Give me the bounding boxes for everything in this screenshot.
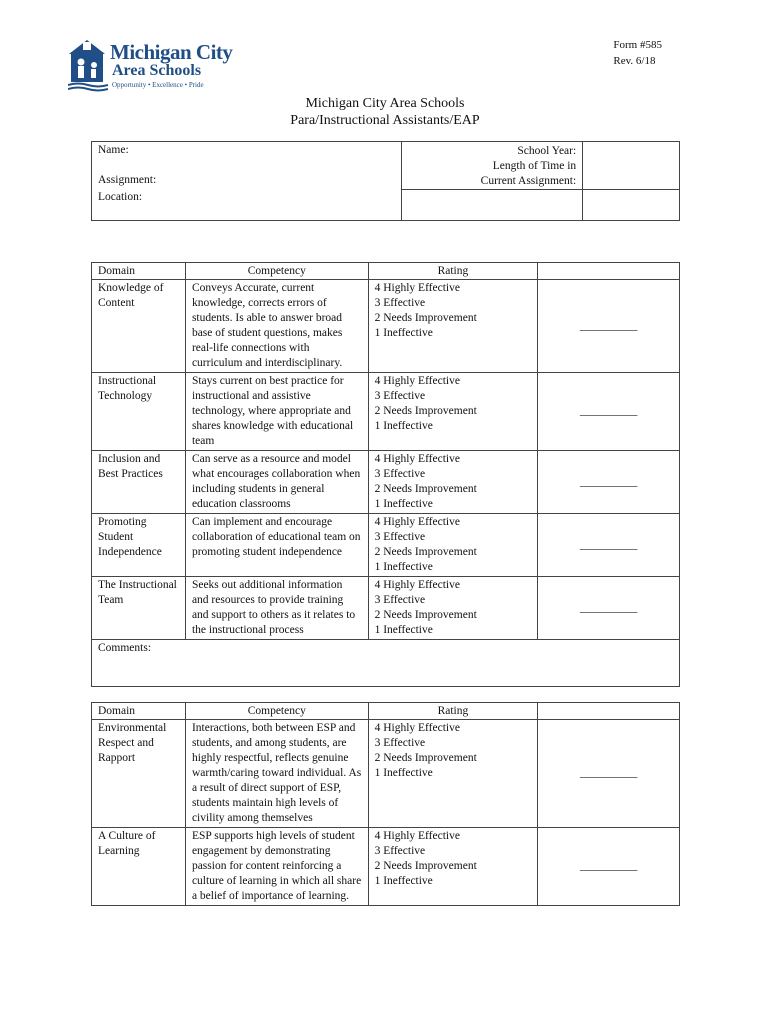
form-number: Form #585 — [613, 39, 662, 51]
rating-options[interactable]: 4 Highly Effective 3 Effective 2 Needs Improvement 1 Ineffective — [368, 828, 538, 906]
table-row — [92, 451, 680, 514]
rating-blank[interactable]: __________ — [538, 451, 680, 514]
competency-cell: Can implement and encourage collaboration of educational team on promoting student independence — [185, 514, 368, 577]
table-row — [92, 514, 680, 577]
score-header — [538, 263, 680, 280]
logo-line-2: Area Schools — [112, 62, 202, 79]
table-row — [92, 373, 680, 451]
district-logo — [68, 38, 238, 94]
domain-cell: Inclusion and Best Practices — [92, 451, 186, 514]
rating-blank[interactable]: __________ — [538, 373, 680, 451]
domain-cell: Knowledge of Content — [92, 280, 186, 373]
rating-blank[interactable]: __________ — [538, 514, 680, 577]
competency-cell: ESP supports high levels of student engagement by demonstrating passion for content reinforcing a culture of learning in which all share a belief of importance of learning. — [185, 828, 368, 906]
table-row — [92, 577, 680, 640]
rating-options[interactable]: 4 Highly Effective 3 Effective 2 Needs Improvement 1 Ineffective — [368, 451, 538, 514]
revision-date: Rev. 6/18 — [613, 55, 656, 67]
competency-table-2 — [91, 702, 680, 906]
location-field[interactable] — [92, 189, 402, 220]
logo-line-1: Michigan City — [110, 40, 233, 64]
length-field[interactable] — [583, 189, 680, 220]
school-house-icon — [68, 38, 108, 94]
rating-blank[interactable]: __________ — [538, 828, 680, 906]
table-row — [92, 280, 680, 373]
form-number-block — [613, 37, 662, 69]
rating-header: Rating — [368, 703, 538, 720]
rating-blank[interactable]: __________ — [538, 280, 680, 373]
page-title — [0, 95, 770, 129]
rating-options[interactable]: 4 Highly Effective 3 Effective 2 Needs Improvement 1 Ineffective — [368, 577, 538, 640]
domain-cell: Promoting Student Independence — [92, 514, 186, 577]
rating-options[interactable]: 4 Highly Effective 3 Effective 2 Needs Improvement 1 Ineffective — [368, 280, 538, 373]
name-field[interactable] — [92, 142, 402, 190]
table-row — [92, 720, 680, 828]
domain-cell: Instructional Technology — [92, 373, 186, 451]
domain-header: Domain — [92, 263, 186, 280]
domain-header: Domain — [92, 703, 186, 720]
rating-options[interactable]: 4 Highly Effective 3 Effective 2 Needs Improvement 1 Ineffective — [368, 514, 538, 577]
table-row — [92, 828, 680, 906]
location-blank — [402, 189, 583, 220]
competency-table-1 — [91, 262, 680, 687]
year-length-labels — [402, 142, 583, 190]
title-line-2: Para/Instructional Assistants/EAP — [290, 113, 480, 128]
school-year-label: School Year: — [517, 144, 577, 157]
assignment-label: Assignment: — [98, 174, 157, 186]
rating-blank[interactable]: __________ — [538, 577, 680, 640]
comments-field[interactable] — [92, 640, 680, 687]
rating-options[interactable]: 4 Highly Effective 3 Effective 2 Needs Improvement 1 Ineffective — [368, 720, 538, 828]
competency-cell: Seeks out additional information and resources to provide training and support to others as it relates to the instructional process — [185, 577, 368, 640]
name-label: Name: — [98, 144, 129, 156]
domain-cell: A Culture of Learning — [92, 828, 186, 906]
location-label: Location: — [98, 191, 143, 203]
school-year-field[interactable] — [583, 142, 680, 190]
competency-cell: Stays current on best practice for instructional and assistive technology, where appropriate and shares knowledge with educational team — [185, 373, 368, 451]
comments-label: Comments: — [98, 642, 152, 654]
comments-row — [92, 640, 680, 687]
length-label-1: Length of Time in — [492, 159, 577, 172]
score-header — [538, 703, 680, 720]
competency-cell: Interactions, both between ESP and students, and among students, are highly respectful, reflects genuine warmth/caring toward individual. As a result of direct support of ESP, students maintain high levels of civility among themselves — [185, 720, 368, 828]
competency-cell: Conveys Accurate, current knowledge, corrects errors of students. Is able to answer broad base of student questions, makes real-life connections with curriculum and interdisciplinary. — [185, 280, 368, 373]
rating-options[interactable]: 4 Highly Effective 3 Effective 2 Needs Improvement 1 Ineffective — [368, 373, 538, 451]
length-label-2: Current Assignment: — [480, 174, 577, 187]
domain-cell: Environmental Respect and Rapport — [92, 720, 186, 828]
title-line-1: Michigan City Area Schools — [305, 96, 465, 111]
employee-info-table — [91, 141, 680, 221]
competency-cell: Can serve as a resource and model what encourages collaboration when including students in general education classrooms — [185, 451, 368, 514]
rating-blank[interactable]: __________ — [538, 720, 680, 828]
logo-tagline: Opportunity • Excellence • Pride — [112, 81, 204, 89]
rating-header: Rating — [368, 263, 538, 280]
competency-header: Competency — [185, 263, 368, 280]
domain-cell: The Instructional Team — [92, 577, 186, 640]
competency-header: Competency — [185, 703, 368, 720]
